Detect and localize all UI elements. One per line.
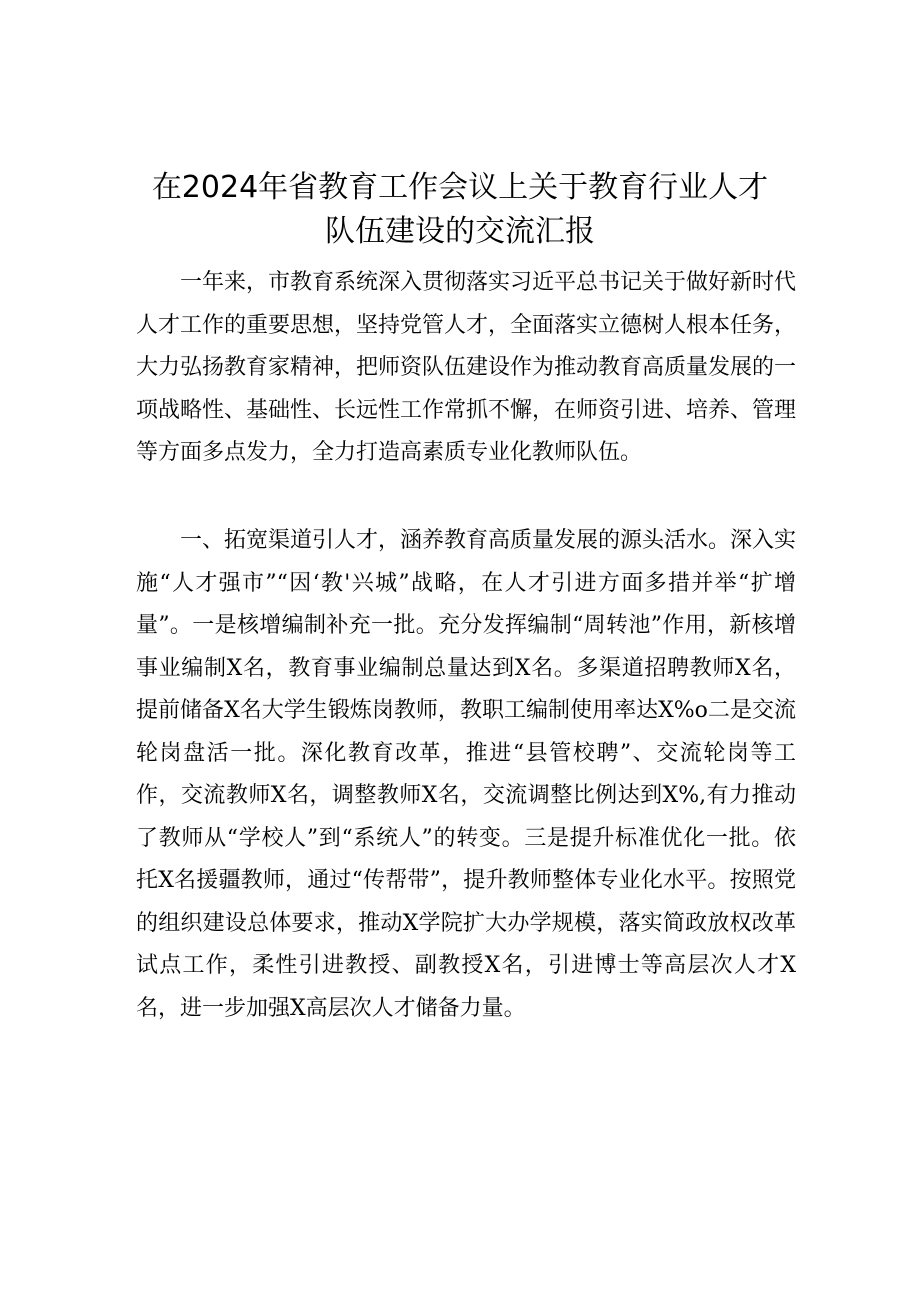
document-title-line-1: 在2024年省教育工作会议上关于教育行业人才 bbox=[151, 170, 769, 205]
body-paragraph-section-1: 一、拓宽渠道引人才，涵养教育高质量发展的源头活水。深入实施“人才强市”“因‘教'兴城”战略，在人才引进方面多措并举“扩增量”。一是核增编制补充一批。充分发挥编制“周转池”作用，新核增事业编制X名，教育事业编制总量达到X名。多渠道招聘教师X名，提前储备X名大学生锻炼岗教师，教职工编制使用率达X%o二是交流轮岗盘活一批。深化教育改革，推进“县管校聘”、交流轮岗等工作，交流教师X名，调整教师X名，交流调整比例达到X%,有力推动了教师从“学校人”到“系统人”的转变。三是提升标准优化一批。依托X名援疆教师，通过“传帮带”，提升教师整体专业化水平。按照党的组织建设总体要求，推动X学院扩大办学规模，落实简政放权改革试点工作，柔性引进教授、副教授X名，引进博士等高层次人才X名，进一步加强X高层次人才储备力量。 bbox=[136, 528, 797, 1021]
document-title bbox=[110, 166, 810, 254]
document-title-line-2: 队伍建设的交流汇报 bbox=[325, 214, 595, 249]
body-paragraph-intro: 一年来，市教育系统深入贯彻落实习近平总书记关于做好新时代人才工作的重要思想，坚持党管人才，全面落实立德树人根本任务，大力弘扬教育家精神，把师资队伍建设作为推动教育高质量发展的一项战略性、基础性、长远性工作常抓不懈，在师资引进、培养、管理等方面多点发力，全力打造高素质专业化教师队伍。 bbox=[136, 270, 797, 465]
